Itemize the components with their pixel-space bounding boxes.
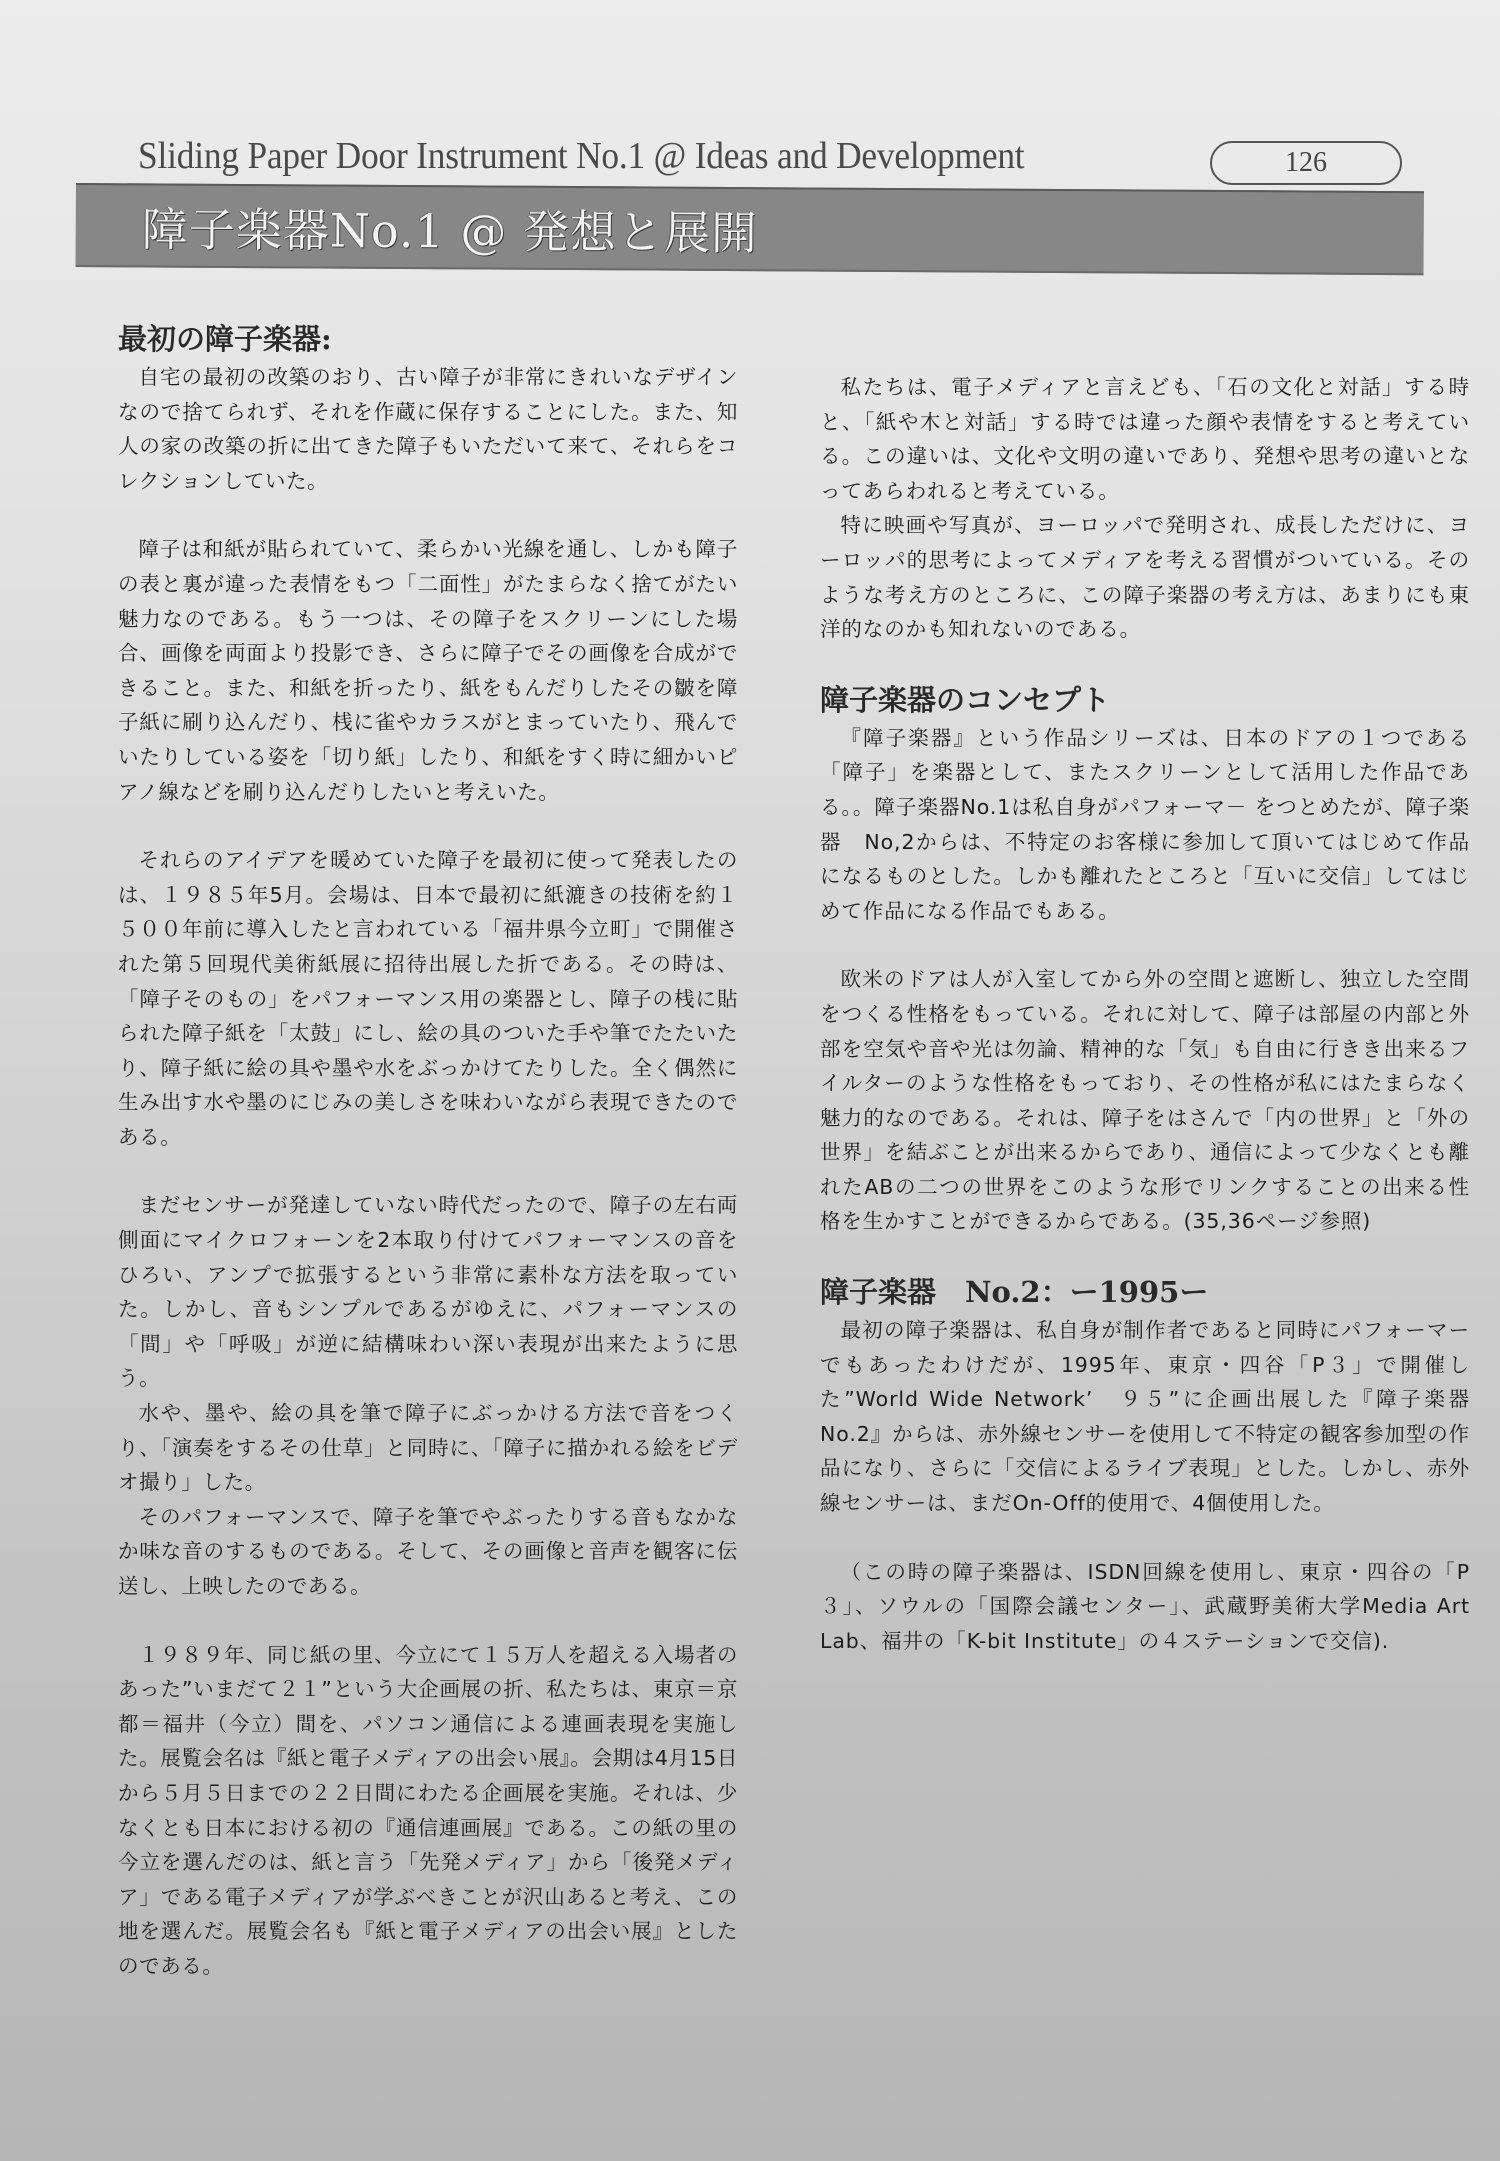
paragraph: まだセンサーが発達していない時代だったので、障子の左右両側面にマイクロフォーンを2本取り付けてパフォーマンスの音をひろい、アンプで拡張するという非常に素朴な方法を取っていた。しかし、音もシンプルであるがゆえに、パフォーマンスの「間」や「呼吸」が逆に結構味わい深い表現が出来たように思う。: [118, 1193, 738, 1391]
paragraph-gap: [820, 647, 1470, 679]
paragraph-gap: [820, 1521, 1470, 1555]
page-number-badge: [1210, 141, 1402, 185]
paragraph: １９８９年、同じ紙の里、今立にて１５万人を超える入場者のあった”いまだて２１”という大企画展の折、私たちは、東京＝京都＝福井（今立）間を、パソコン通信による連画表現を実施した。展覧会名は『紙と電子メディアの出会い展』。会期は4月15日から５月５日までの２２日間にわたる企画展を実施。それは、少なくとも日本における初の『通信連画展』である。この紙の里の今立を選んだのは、紙と言う「先発メディア」から「後発メディア」である電子メディアが学ぶべきことが沢山あると考え、この地を選んだ。展覧会名も『紙と電子メディアの出会い展』としたのである。: [118, 1642, 738, 1978]
page-number: 126: [1285, 147, 1327, 178]
paragraph: 自宅の最初の改築のおり、古い障子が非常にきれいなデザインなので捨てられず、それを作蔵に保存することにした。また、知人の家の改築の折に出てきた障子もいただいて来て、それらをコレクションしていた。: [118, 365, 738, 493]
english-title: Sliding Paper Door Instrument No.1 @ Ideas and Development: [138, 135, 1025, 177]
japanese-title: 障子楽器No.1 @ 発想と展開: [141, 202, 759, 261]
paragraph-gap: [118, 1604, 738, 1638]
section-heading-no2: 障子楽器 No.2：ー1995ー: [820, 1275, 1209, 1310]
paragraph-gap: [118, 809, 738, 843]
paragraph: 水や、墨や、絵の具を筆で障子にぶっかける方法で音をつくり、「演奏をするその仕草」と同時に、「障子に描かれる絵をビデオ撮り」した。: [118, 1401, 738, 1495]
section-heading-concept: 障子楽器のコンセプト: [820, 682, 1111, 717]
right-column: [820, 370, 1470, 1658]
paragraph: 特に映画や写真が、ヨーロッパで発明され、成長しただけに、ヨーロッパ的思考によってメディアを考える習慣がついている。そのような考え方のところに、この障子楽器の考え方は、あまりにも東洋的なのかも知れないのである。: [820, 513, 1470, 642]
paragraph: 『障子楽器』という作品シリーズは、日本のドアの１つである「障子」を楽器として、またスクリーンとして活用した作品である。。障子楽器No.1は私自身がパフォーマ－ をつとめたが、障子楽器 No,2からは、不特定のお客様に参加して頂いてはじめて作品になるものとした。しかも離れたところと「互いに交信」してはじめて作品になる作品でもある。: [820, 725, 1470, 923]
paragraph-gap: [820, 1239, 1470, 1271]
paragraph: 欧米のドアは人が入室してから外の空間と遮断し、独立した空間をつくる性格をもっている。それに対して、障子は部屋の内部と外部を空気や音や光は勿論、精神的な「気」も自由に行きき出来るフイルターのような性格をもっており、その性格が私にはたまらなく魅力的なのである。それは、障子をはさんで「内の世界」と「外の世界」を結ぶことが出来るからであり、通信によって少なくとも離れたABの二つの世界をこのような形でリンクすることの出来る性格を生かすことができるからである。(35,36ページ参照): [820, 967, 1470, 1234]
paragraph: 最初の障子楽器は、私自身が制作者であると同時にパフォーマーでもあったわけだが、1995年、東京・四谷「P３」で開催した”World Wide Network’ ９５”に企画出展した『障子楽器No.2』からは、赤外線センサーを使用して不特定の観客参加型の作品になり、さらに「交信によるライブ表現」とした。しかし、赤外線センサーは、まだOn-Off的使用で、4個使用した。: [820, 1318, 1470, 1516]
paragraph: （この時の障子楽器は、ISDN回線を使用し、東京・四谷の「P３」、ソウルの「国際会議センター」、武蔵野美術大学Media Art Lab、福井の「K-bit Institute」の４ステーションで交信).: [820, 1559, 1470, 1653]
title-banner: [75, 183, 1423, 275]
left-column: [118, 318, 738, 1984]
paragraph-gap: [118, 1154, 738, 1188]
paragraph: それらのアイデアを暖めていた障子を最初に使って発表したのは、１９８５年5月。会場は、日本で最初に紙漉きの技術を約１５００年前に導入したと言われている「福井県今立町」で開催された第５回現代美術紙展に招待出展した折である。その時は、「障子そのもの」をパフォーマンス用の楽器とし、障子の桟に貼られた障子紙を「太鼓」にし、絵の具のついた手や筆でたたいたり、障子紙に絵の具や墨や水をぶっかけてたりした。全く偶然に生み出す水や墨のにじみの美しさを味わいながら表現できたのである。: [118, 848, 738, 1149]
paragraph: そのパフォーマンスで、障子を筆でやぶったりする音もなかなか味な音のするものである。そして、その画像と音声を観客に伝送し、上映したのである。: [118, 1504, 738, 1598]
paragraph: 障子は和紙が貼られていて、柔らかい光線を通し、しかも障子の表と裏が違った表情をもつ「二面性」がたまらなく捨てがたい魅力なのである。もう一つは、その障子をスクリーンにした場合、画像を両面より投影でき、さらに障子でその画像を合成ができること。また、和紙を折ったり、紙をもんだりしたその皺を障子紙に刷り込んだり、桟に雀やカラスがとまっていたり、飛んでいたりしている姿を「切り紙」したり、和紙をすく時に細かいピアノ線などを刷り込んだりしたいと考えいた。: [118, 537, 738, 804]
section-heading-first-instrument: 最初の障子楽器:: [118, 322, 332, 356]
paragraph-gap: [118, 498, 738, 532]
paragraph: 私たちは、電子メディアと言えども、「石の文化と対話」する時と、「紙や木と対話」する時では違った顔や表情をすると考えている。この違いは、文化や文明の違いであり、発想や思考の違いとなってあらわれると考えている。: [820, 375, 1470, 503]
paragraph-gap: [820, 928, 1470, 962]
